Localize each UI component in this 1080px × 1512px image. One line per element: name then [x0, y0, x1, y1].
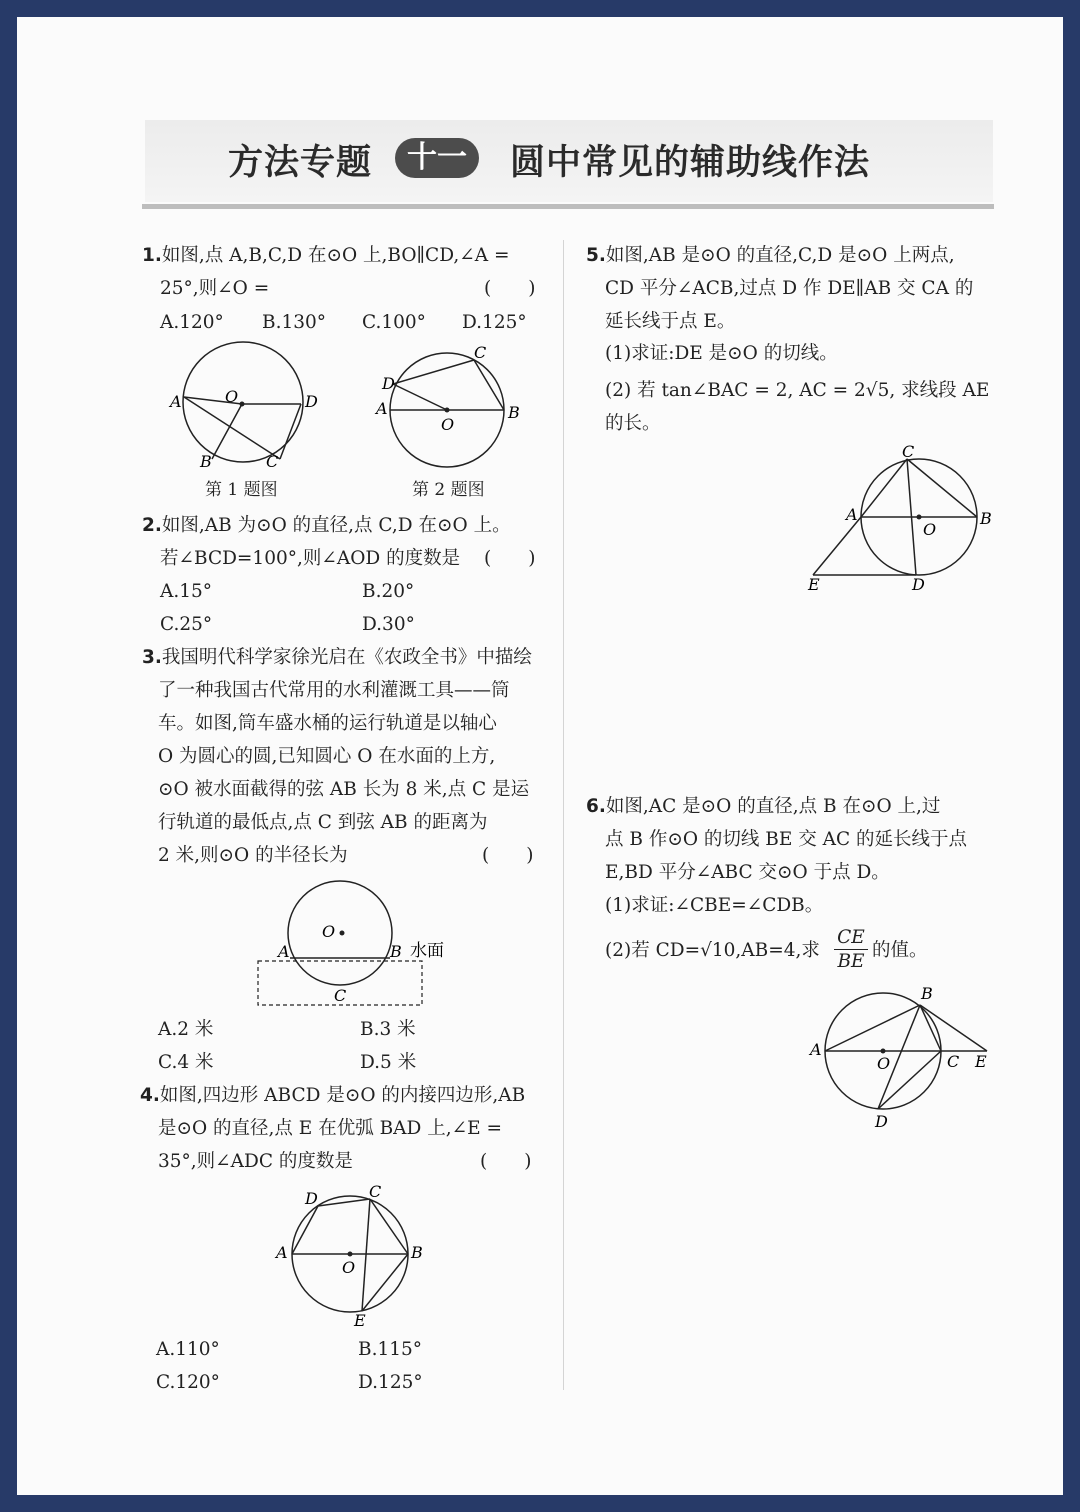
svg-text:C: C	[266, 452, 279, 471]
svg-text:B: B	[508, 403, 520, 422]
q6-line3: E,BD 平分∠ABC 交⊙O 于点 D。	[605, 862, 890, 883]
q6-line2: 点 B 作⊙O 的切线 BE 交 AC 的延长线于点	[605, 829, 968, 850]
svg-text:A: A	[846, 505, 858, 524]
q4-choice-c: C.120°	[156, 1372, 220, 1393]
q4-line2: 是⊙O 的直径,点 E 在优弧 BAD 上,∠E =	[158, 1118, 503, 1139]
svg-text:C: C	[474, 343, 487, 362]
q1-line2: 25°,则∠O =	[160, 278, 270, 299]
svg-text:O: O	[877, 1054, 891, 1073]
q3-choice-a: A.2 米	[158, 1019, 214, 1040]
q4-choice-a: A.110°	[156, 1339, 220, 1360]
q1-figure	[160, 340, 340, 475]
column-divider	[563, 240, 564, 1390]
q3-choice-c: C.4 米	[158, 1052, 214, 1073]
q2-choice-c: C.25°	[160, 614, 213, 635]
q6-fraction-bar	[834, 949, 868, 950]
q2-answer-paren: ( )	[484, 548, 536, 569]
q3-line3: 车。如图,筒车盛水桶的运行轨道是以轴心	[158, 713, 497, 734]
svg-text:A: A	[276, 1243, 288, 1262]
svg-text:B: B	[921, 985, 933, 1003]
svg-text:O: O	[322, 922, 336, 941]
q6-fraction-numerator: CE	[837, 927, 865, 948]
q6-part1: (1)求证:∠CBE=∠CDB。	[605, 895, 824, 916]
svg-text:A: A	[810, 1040, 822, 1059]
svg-text:O: O	[923, 520, 937, 539]
q1-figure-caption: 第 1 题图	[205, 480, 278, 500]
q3-line7: 2 米,则⊙O 的半径长为	[158, 845, 348, 866]
q1-answer-paren: ( )	[484, 278, 536, 299]
q5-figure	[800, 440, 1000, 600]
q6-part2: (2)若 CD=√10,AB=4,求	[605, 940, 820, 961]
svg-text:E: E	[975, 1052, 987, 1071]
svg-text:D: D	[382, 374, 395, 393]
q4-figure	[270, 1180, 430, 1330]
q6-fraction	[834, 927, 868, 972]
q5-line3: 延长线于点 E。	[605, 311, 736, 332]
svg-text:C: C	[947, 1052, 960, 1071]
q2-line2: 若∠BCD=100°,则∠AOD 的度数是	[160, 548, 461, 569]
q1-choice-a: A.120°	[160, 312, 224, 333]
q4-answer-paren: ( )	[480, 1151, 532, 1172]
svg-text:A: A	[376, 399, 388, 418]
q3-figure	[250, 875, 460, 1010]
title-right: 圆中常见的辅助线作法	[510, 143, 871, 183]
q5-line1: 5.如图,AB 是⊙O 的直径,C,D 是⊙O 上两点,	[586, 245, 955, 266]
q1-choice-d: D.125°	[462, 312, 527, 333]
q1-choice-b: B.130°	[262, 312, 327, 333]
q2-figure-caption: 第 2 题图	[412, 480, 485, 500]
q2-choice-a: A.15°	[160, 581, 213, 602]
q2-choice-b: B.20°	[362, 581, 415, 602]
q1-line1: 1.如图,点 A,B,C,D 在⊙O 上,BO∥CD,∠A =	[142, 245, 510, 266]
svg-text:D: D	[305, 392, 318, 411]
q2-choice-d: D.30°	[362, 614, 415, 635]
svg-text:C: C	[902, 442, 915, 461]
q6-figure	[805, 985, 1005, 1130]
q5-part2: (2) 若 tan∠BAC = 2, AC = 2√5, 求线段 AE	[605, 380, 990, 401]
q5-line2: CD 平分∠ACB,过点 D 作 DE∥AB 交 CA 的	[605, 278, 974, 299]
q4-line3: 35°,则∠ADC 的度数是	[158, 1151, 353, 1172]
q3-answer-paren: ( )	[482, 845, 534, 866]
q4-line1: 4.如图,四边形 ABCD 是⊙O 的内接四边形,AB	[140, 1085, 526, 1106]
svg-text:C: C	[369, 1182, 382, 1201]
q5-part2-cont: 的长。	[605, 413, 661, 434]
q3-choice-b: B.3 米	[360, 1019, 416, 1040]
svg-text:D: D	[912, 575, 925, 594]
title-badge: 十一	[395, 138, 479, 178]
q4-choice-d: D.125°	[358, 1372, 423, 1393]
svg-text:B: B	[411, 1243, 423, 1262]
q3-line1: 3.我国明代科学家徐光启在《农政全书》中描绘	[142, 647, 532, 668]
svg-text:B: B	[390, 942, 402, 961]
svg-text:A: A	[278, 942, 290, 961]
svg-text:B: B	[200, 452, 212, 471]
title-left: 方法专题	[228, 143, 373, 183]
svg-text:B: B	[980, 509, 992, 528]
q3-choice-d: D.5 米	[360, 1052, 417, 1073]
svg-text:A: A	[170, 392, 182, 411]
q6-fraction-denominator: BE	[837, 951, 865, 972]
q3-line4: O 为圆心的圆,已知圆心 O 在水面的上方,	[158, 746, 496, 767]
svg-text:水面: 水面	[410, 941, 444, 961]
svg-text:O: O	[342, 1258, 356, 1277]
q3-line2: 了一种我国古代常用的水利灌溉工具——筒	[158, 680, 510, 701]
svg-text:C: C	[334, 986, 347, 1005]
svg-text:O: O	[441, 415, 455, 434]
svg-text:O: O	[225, 387, 239, 406]
q2-line1: 2.如图,AB 为⊙O 的直径,点 C,D 在⊙O 上。	[142, 515, 511, 536]
svg-text:D: D	[875, 1112, 888, 1130]
q5-part1: (1)求证:DE 是⊙O 的切线。	[605, 343, 838, 364]
q6-line1: 6.如图,AC 是⊙O 的直径,点 B 在⊙O 上,过	[586, 796, 941, 817]
title-rule	[142, 204, 994, 209]
svg-text:E: E	[354, 1311, 366, 1330]
q3-line5: ⊙O 被水面截得的弦 AB 长为 8 米,点 C 是运	[158, 779, 530, 800]
q1-choice-c: C.100°	[362, 312, 426, 333]
svg-text:E: E	[808, 575, 820, 594]
q4-choice-b: B.115°	[358, 1339, 423, 1360]
q2-figure	[370, 340, 540, 475]
q3-line6: 行轨道的最低点,点 C 到弦 AB 的距离为	[158, 812, 488, 833]
svg-text:D: D	[305, 1189, 318, 1208]
q6-part2-cont: 的值。	[872, 940, 928, 961]
